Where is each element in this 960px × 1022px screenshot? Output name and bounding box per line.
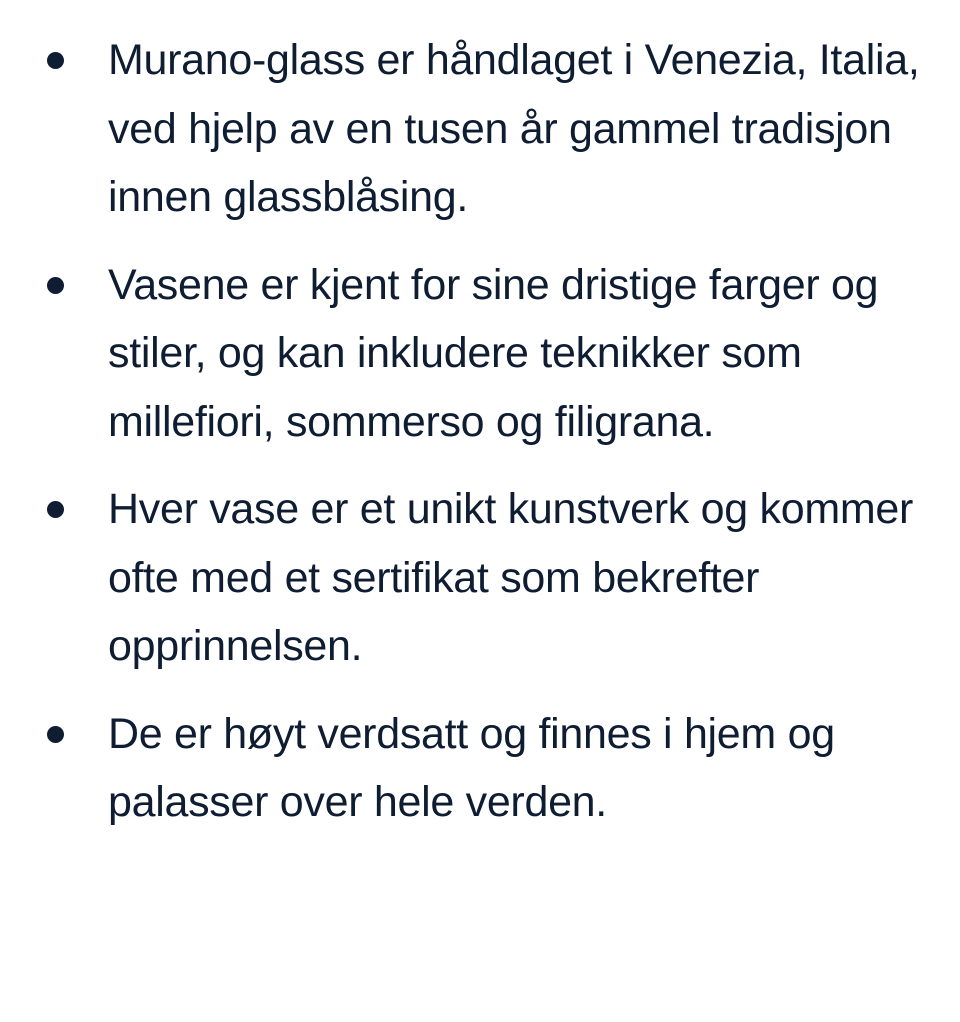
list-item: [0, 26, 920, 232]
list-item: [0, 475, 920, 681]
bullet-dot-icon: [47, 52, 64, 69]
list-item-text: De er høyt verdsatt og finnes i hjem og palasser over hele verden.: [108, 709, 835, 826]
bullet-dot-icon: [47, 726, 64, 743]
bullet-dot-icon: [47, 501, 64, 518]
list-item-text: Vasene er kjent for sine dristige farger og stiler, og kan inkludere teknikker som millefiori, sommerso og filigrana.: [108, 260, 879, 446]
list-item-text: Murano-glass er håndlaget i Venezia, Italia, ved hjelp av en tusen år gammel tradisjon innen glassblåsing.: [108, 36, 920, 221]
list-item: [0, 251, 920, 457]
bullet-dot-icon: [47, 277, 64, 294]
list-item: [0, 700, 920, 837]
list-item-text: Hver vase er et unikt kunstverk og kommer ofte med et sertifikat som bekrefter opprinnelsen.: [108, 485, 913, 670]
